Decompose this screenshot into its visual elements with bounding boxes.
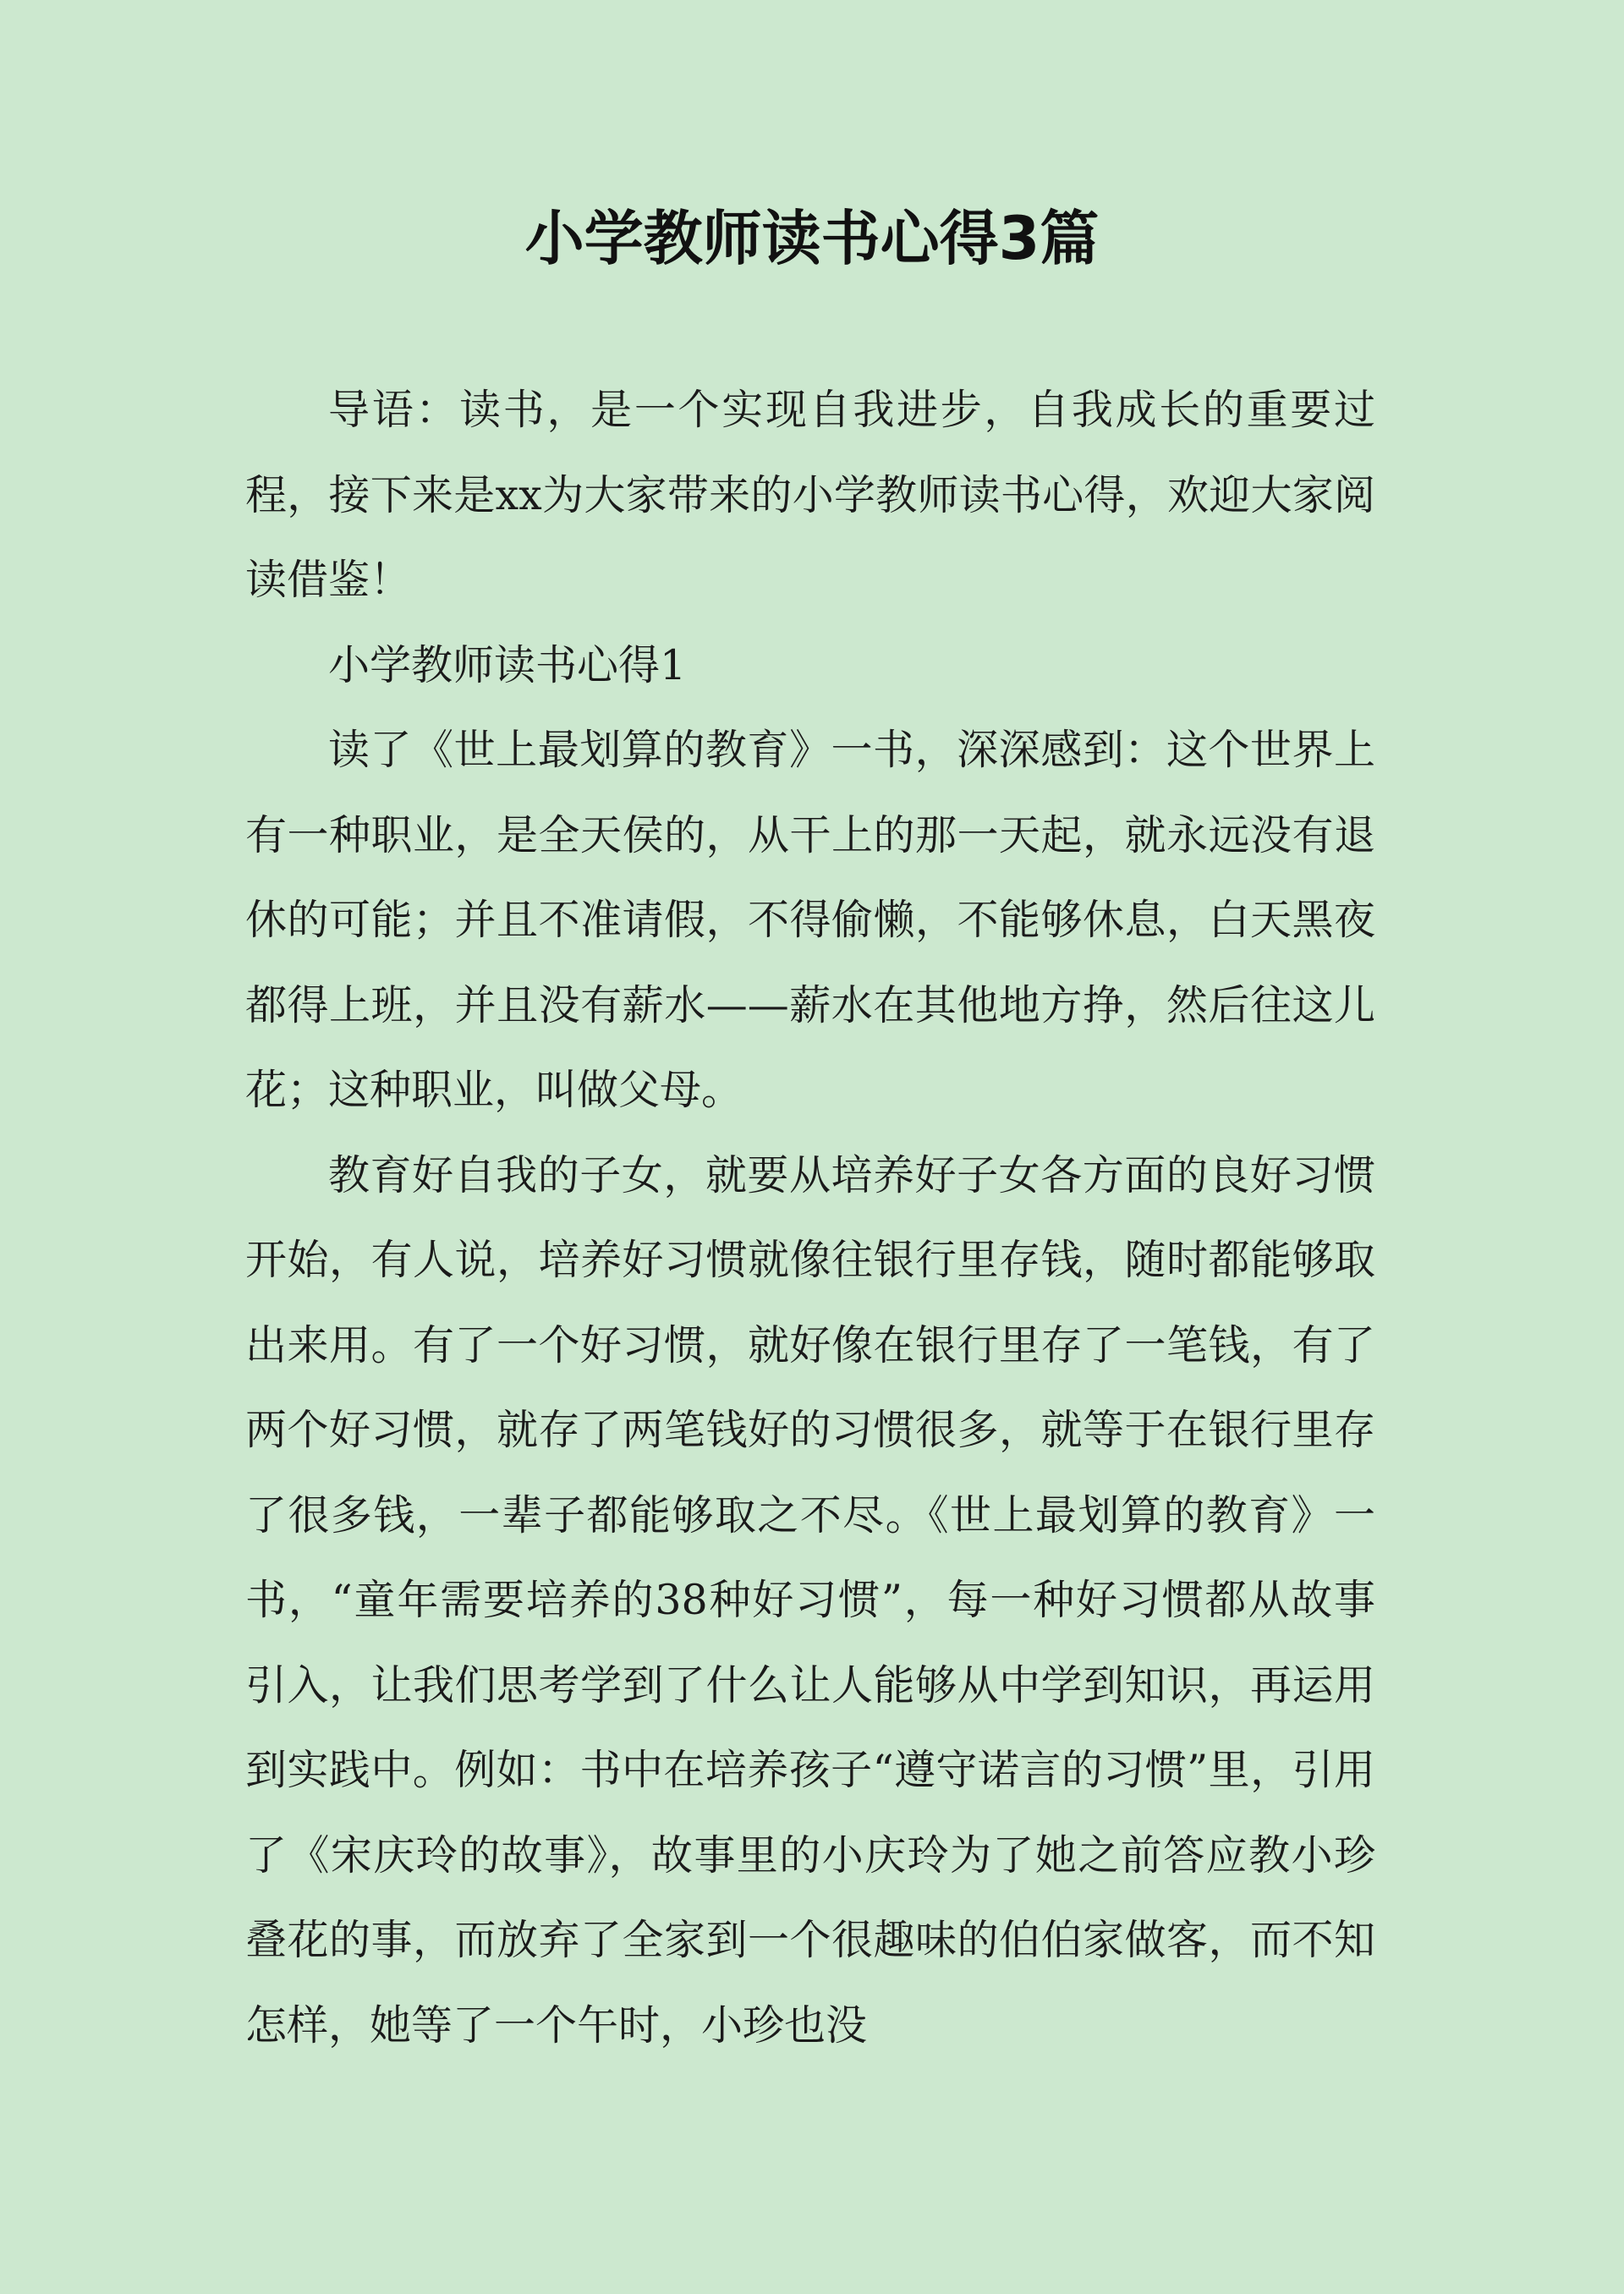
- intro-paragraph: 导语：读书，是一个实现自我进步，自我成长的重要过程，接下来是xx为大家带来的小学教师读书心得，欢迎大家阅读借鉴！: [245, 386, 1375, 604]
- body-paragraph: 读了《世上最划算的教育》一书，深深感到：这个世界上有一种职业，是全天侯的，从干上的那一天起，就永远没有退休的可能；并且不准请假，不得偷懒，不能够休息，白天黑夜都得上班，并且没有薪水——薪水在其他地方挣，然后往这儿花；这种职业，叫做父母。: [245, 726, 1375, 1114]
- document-title: 小学教师读书心得3篇: [524, 204, 1100, 273]
- body-paragraph: 教育好自我的子女，就要从培养好子女各方面的良好习惯开始，有人说，培养好习惯就像往银行里存钱，随时都能够取出来用。有了一个好习惯，就好像在银行里存了一笔钱，有了两个好习惯，就存了两笔钱好的习惯很多，就等于在银行里存了很多钱，一辈子都能够取之不尽。《世上最划算的教育》一书，“童年需要培养的38种好习惯”，每一种好习惯都从故事引入，让我们思考学到了什么让人能够从中学到知识，再运用到实践中。例如：书中在培养孩子“遵守诺言的习惯”里，引用了《宋庆玲的故事》，故事里的小庆玲为了她之前答应教小珍叠花的事，而放弃了全家到一个很趣味的伯伯家做客，而不知怎样，她等了一个午时，小珍也没: [245, 1150, 1375, 2050]
- document-body: [245, 368, 1375, 2068]
- section-heading: 小学教师读书心得1: [328, 640, 687, 689]
